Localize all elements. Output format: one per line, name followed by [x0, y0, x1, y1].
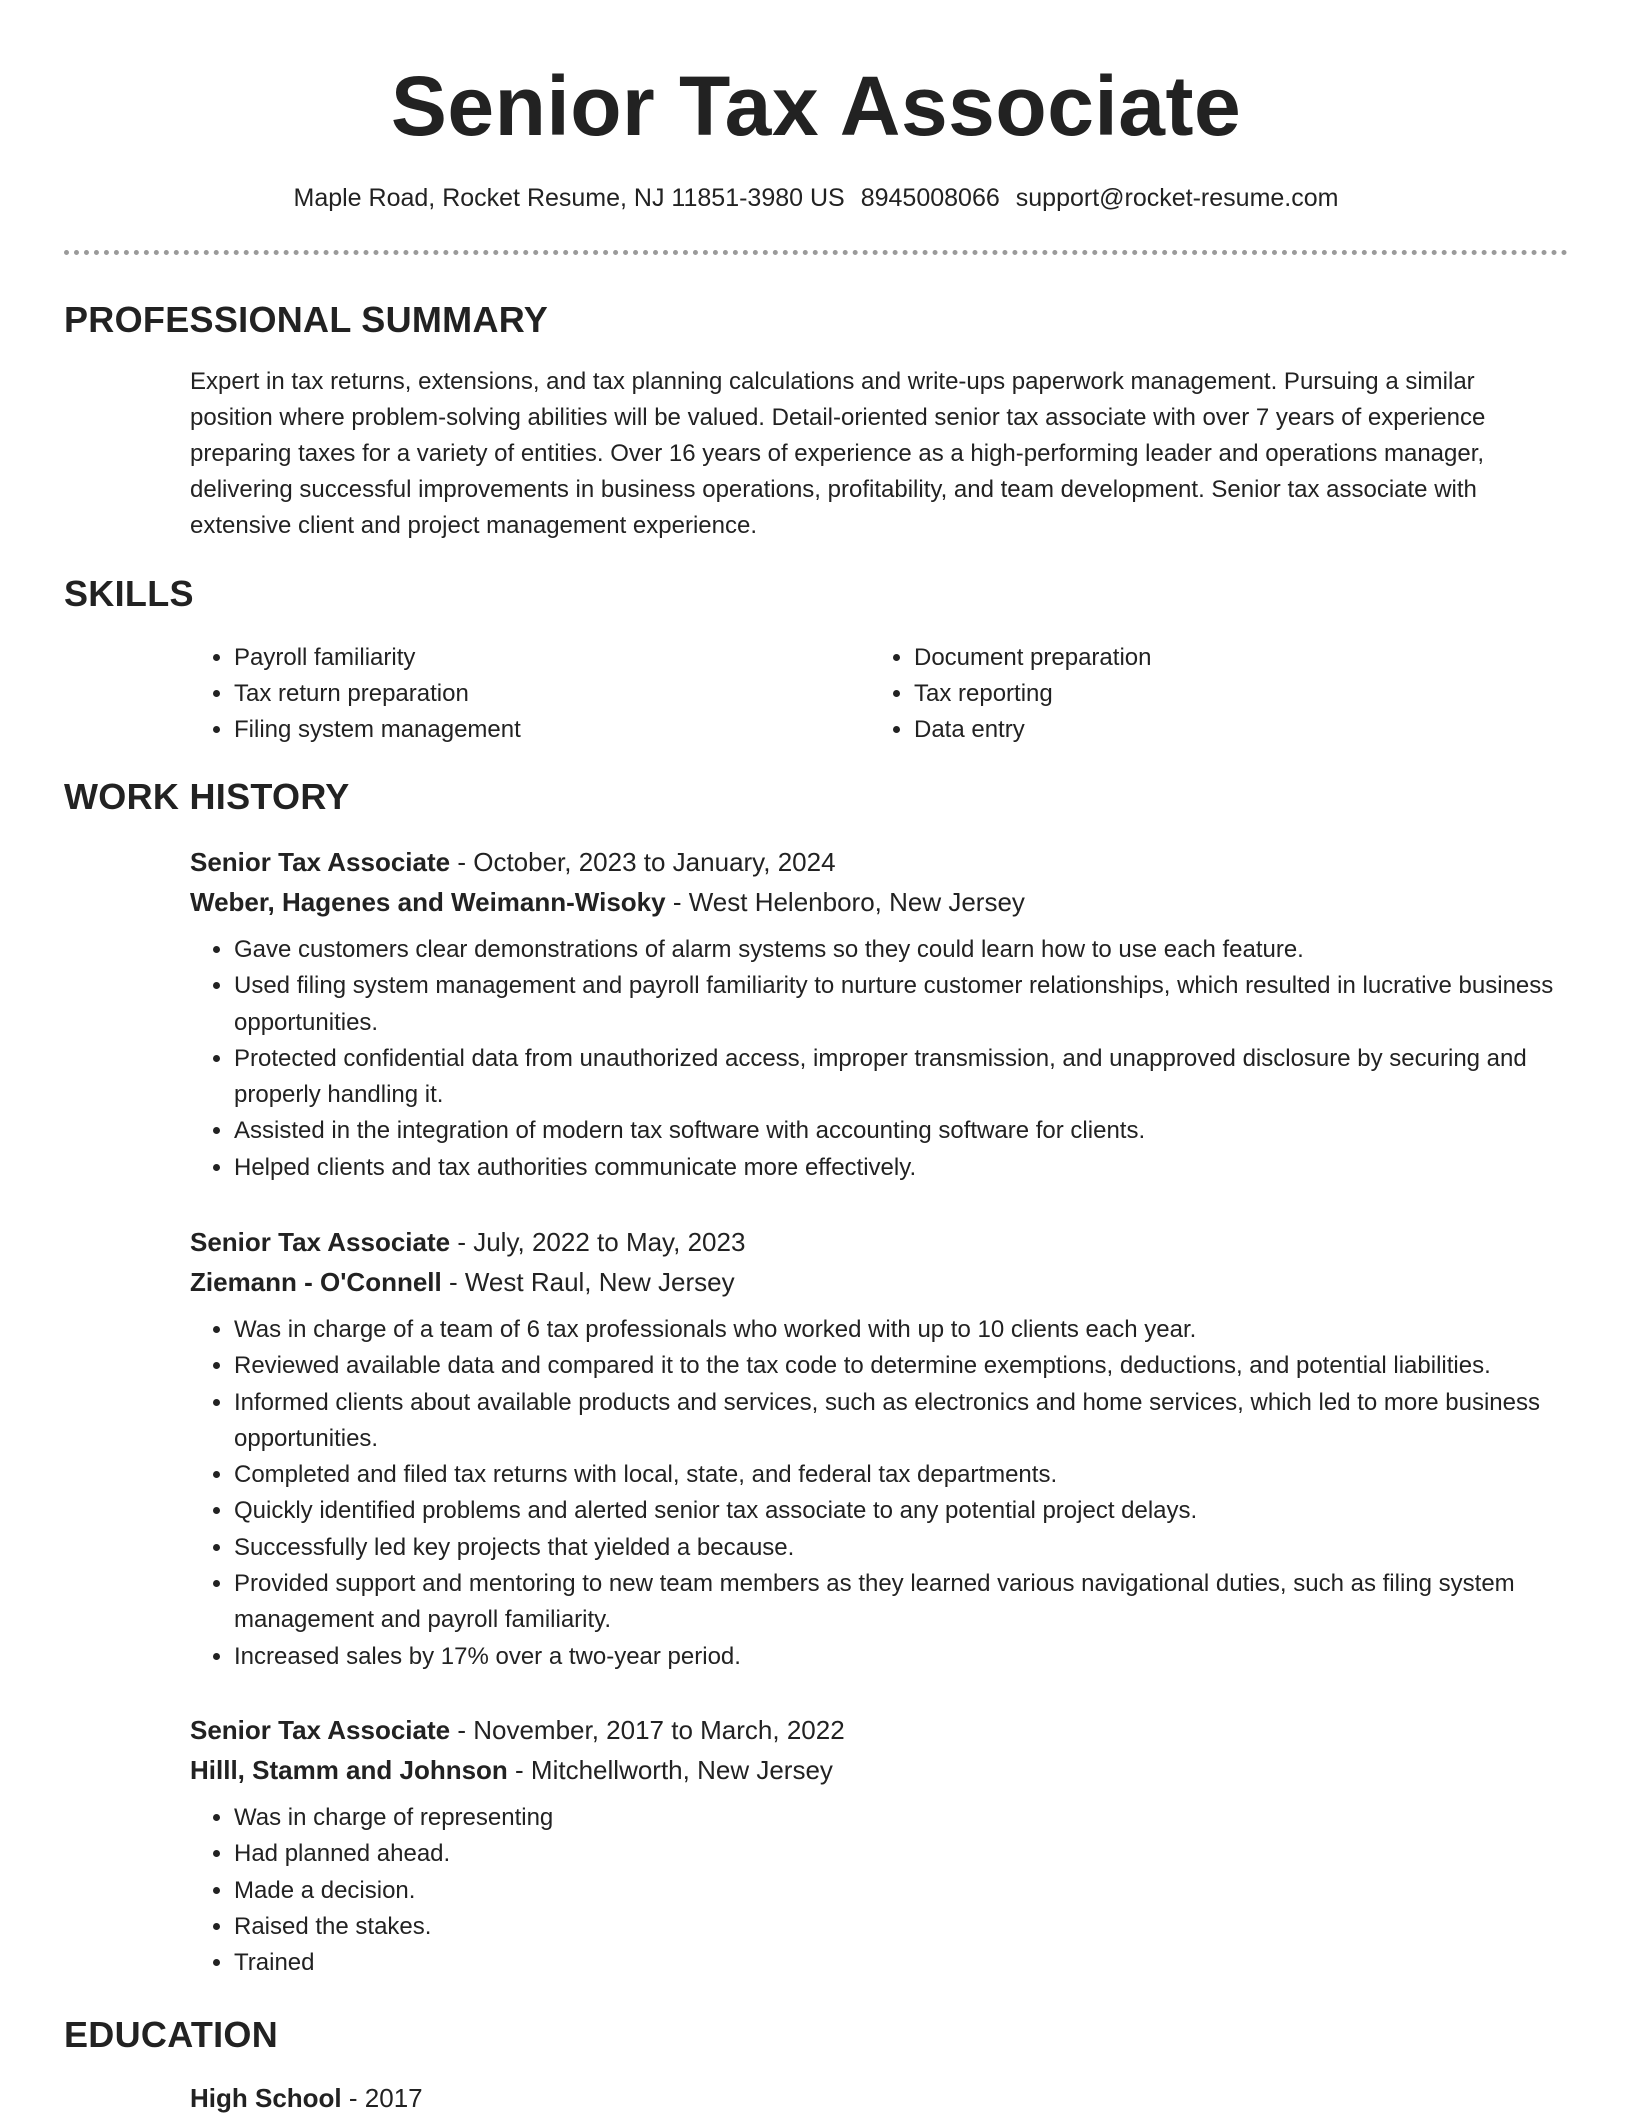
- job-dates: - November, 2017 to March, 2022: [450, 1715, 845, 1745]
- job-bullet: • Protected confidential data from unauthorized access, improper transmission, and unapproved disclosure by securing and properly handling it.: [234, 1041, 1570, 1114]
- skill-item: • Payroll familiarity: [234, 640, 854, 676]
- skills-list-right: [870, 640, 1534, 748]
- education-year: - 2017: [341, 2083, 423, 2113]
- contact-line: [0, 180, 1632, 216]
- skill-item: • Document preparation: [914, 640, 1534, 676]
- job-location: - Mitchellworth, New Jersey: [507, 1755, 833, 1785]
- job-location: - West Helenboro, New Jersey: [665, 887, 1025, 917]
- skill-item: • Tax reporting: [914, 676, 1534, 712]
- job-company-line: [190, 1750, 1570, 1790]
- job-bullet: • Was in charge of a team of 6 tax professionals who worked with up to 10 clients each year.: [234, 1312, 1570, 1348]
- job-dates: - July, 2022 to May, 2023: [450, 1227, 746, 1257]
- job-bullet: • Assisted in the integration of modern tax software with accounting software for clients.: [234, 1113, 1570, 1149]
- section-title-summary: PROFESSIONAL SUMMARY: [64, 299, 549, 340]
- resume-name: Senior Tax Associate: [390, 59, 1242, 153]
- job-bullet: • Informed clients about available products and services, such as electronics and home services, which led to more business opportunities.: [234, 1385, 1570, 1458]
- skill-item: • Filing system management: [234, 712, 854, 748]
- job-role-line: [190, 1710, 1570, 1750]
- section-title-work: WORK HISTORY: [64, 776, 350, 817]
- job-bullet: • Used filing system management and payroll familiarity to nurture customer relationships, which resulted in lucrative business opportunities.: [234, 968, 1570, 1041]
- job-entry: [190, 1222, 1570, 1675]
- job-entry: [190, 1710, 1570, 1981]
- job-role-line: [190, 1222, 1570, 1262]
- job-company: Hilll, Stamm and Johnson: [190, 1755, 508, 1785]
- header-divider: [64, 250, 1568, 255]
- skills-list-left: [190, 640, 854, 748]
- job-role-line: [190, 842, 1570, 882]
- job-bullet: • Successfully led key projects that yielded a because.: [234, 1530, 1570, 1566]
- contact-address: Maple Road, Rocket Resume, NJ 11851-3980 US: [293, 184, 845, 212]
- job-role: Senior Tax Associate: [190, 847, 451, 877]
- section-title-skills: SKILLS: [64, 573, 194, 614]
- job-entry: [190, 842, 1570, 1186]
- job-bullet: • Helped clients and tax authorities communicate more effectively.: [234, 1150, 1570, 1186]
- job-location: - West Raul, New Jersey: [441, 1267, 735, 1297]
- job-company: Ziemann - O'Connell: [190, 1267, 442, 1297]
- job-role: Senior Tax Associate: [190, 1715, 451, 1745]
- job-company-line: [190, 1262, 1570, 1302]
- job-bullets: [190, 1800, 1570, 1981]
- job-bullet: • Had planned ahead.: [234, 1836, 1570, 1872]
- job-bullet: • Raised the stakes.: [234, 1909, 1570, 1945]
- job-bullet: • Gave customers clear demonstrations of alarm systems so they could learn how to use each feature.: [234, 932, 1570, 968]
- job-company: Weber, Hagenes and Weimann-Wisoky: [190, 887, 666, 917]
- job-bullet: • Increased sales by 17% over a two-year period.: [234, 1639, 1570, 1675]
- section-title-education: EDUCATION: [64, 2014, 279, 2055]
- skill-item: • Data entry: [914, 712, 1534, 748]
- summary-text: Expert in tax returns, extensions, and tax planning calculations and write-ups paperwork management. Pursuing a similar position where problem-solving abilities will be valued. Detail-oriented senior tax associate with over 7 years of experience preparing taxes for a variety of entities. Over 16 years of experience as a high-performing leader and operations manager, delivering successful improvements in business operations, profitability, and team development. Senior tax associate with extensive client and project management experience.: [190, 368, 1486, 539]
- job-dates: - October, 2023 to January, 2024: [450, 847, 836, 877]
- job-bullet: • Provided support and mentoring to new team members as they learned various navigational duties, such as filing system management and payroll familiarity.: [234, 1566, 1570, 1639]
- job-bullets: [190, 1312, 1570, 1675]
- job-bullet: • Quickly identified problems and alerted senior tax associate to any potential project delays.: [234, 1493, 1570, 1529]
- job-bullet: • Made a decision.: [234, 1873, 1570, 1909]
- job-bullet: • Trained: [234, 1945, 1570, 1981]
- contact-email: support@rocket-resume.com: [1015, 184, 1339, 212]
- education-degree: High School: [190, 2083, 342, 2113]
- job-bullet: • Was in charge of representing: [234, 1800, 1570, 1836]
- job-role: Senior Tax Associate: [190, 1227, 451, 1257]
- contact-phone: 8945008066: [860, 184, 1000, 212]
- skill-item: • Tax return preparation: [234, 676, 854, 712]
- job-bullets: [190, 932, 1570, 1186]
- job-bullet: • Completed and filed tax returns with local, state, and federal tax departments.: [234, 1457, 1570, 1493]
- job-company-line: [190, 882, 1570, 922]
- job-bullet: • Reviewed available data and compared it to the tax code to determine exemptions, deductions, and potential liabilities.: [234, 1348, 1570, 1384]
- education-entry: [190, 2078, 423, 2118]
